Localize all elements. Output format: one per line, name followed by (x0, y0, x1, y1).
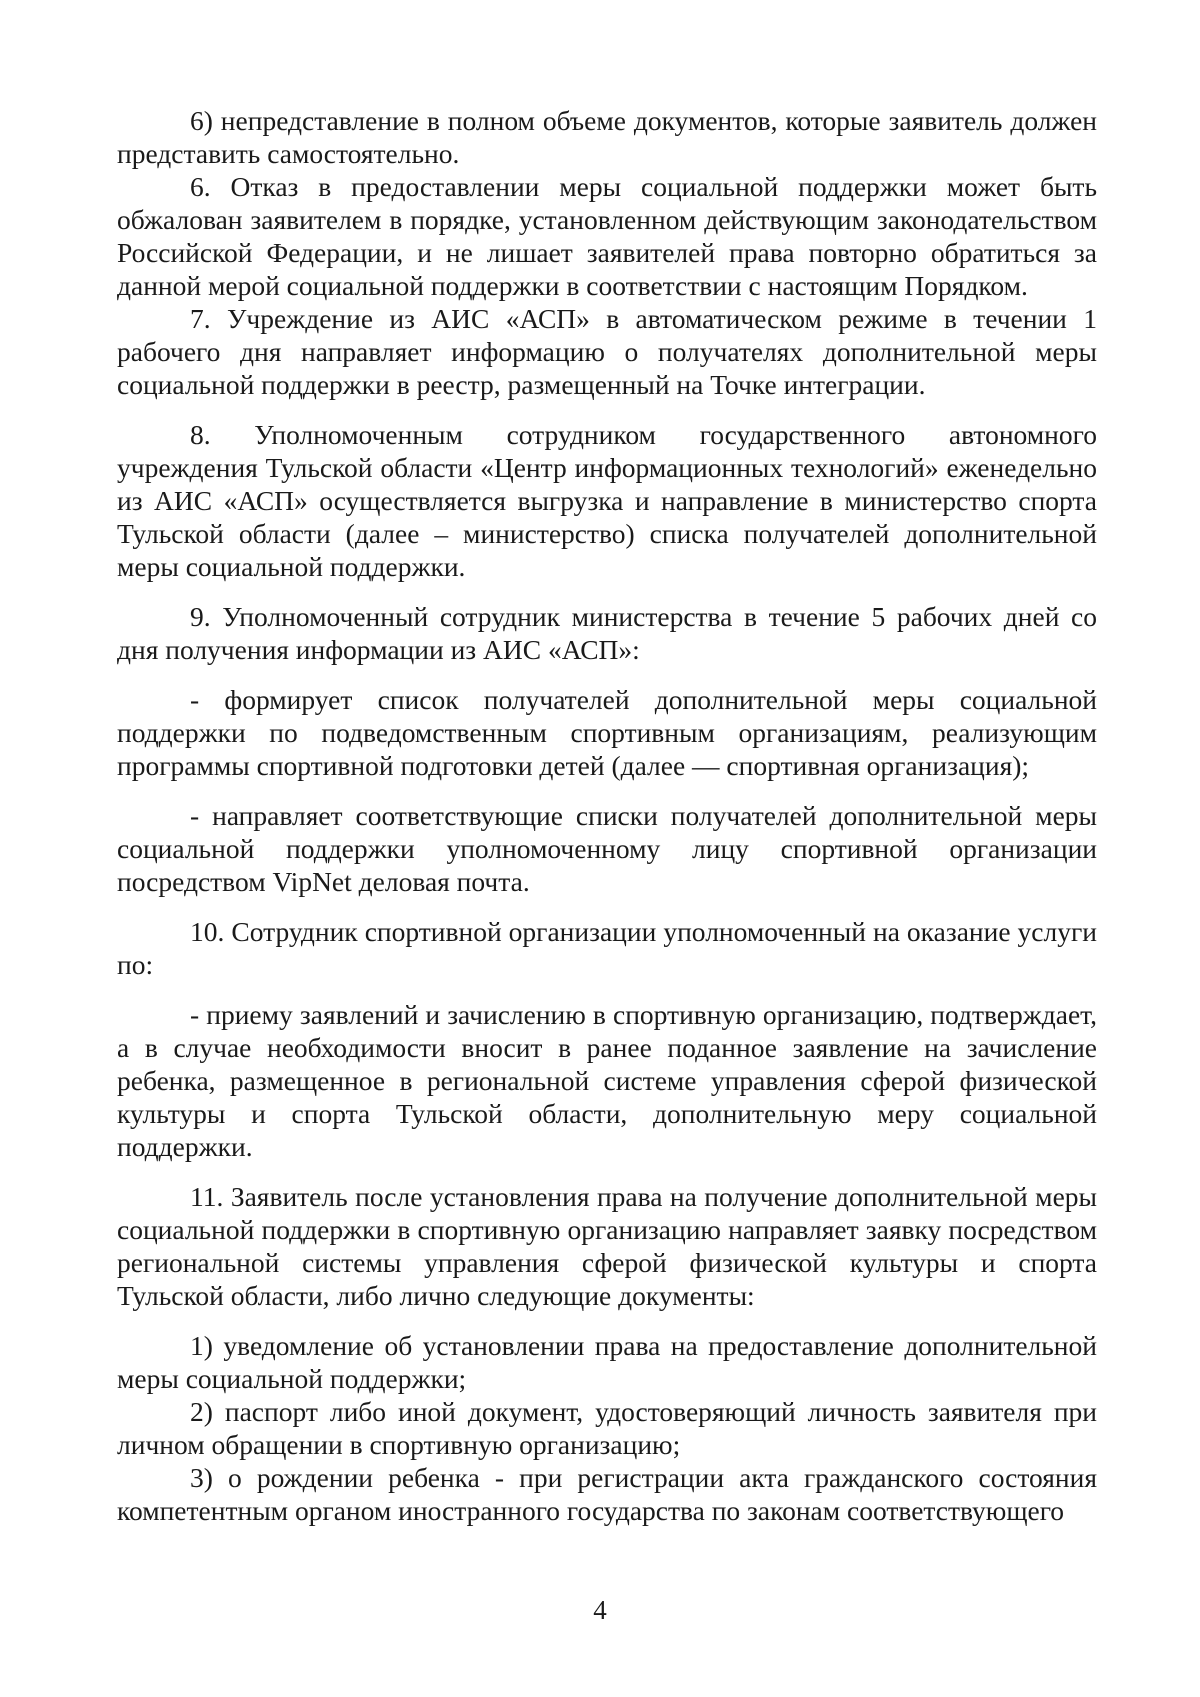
paragraph-clause-10-item-1: - приему заявлений и зачислению в спортивную организацию, подтверждает, а в случае необходимости вносит в ранее поданное заявление на зачисление ребенка, размещенное в региональной системе управления сферой физической культуры и спорта Тульской области, дополнительную меру социальной поддержки. (117, 999, 1097, 1162)
paragraph-clause-7: 7. Учреждение из АИС «АСП» в автоматическом режиме в течении 1 рабочего дня направляет информацию о получателях дополнительной меры социальной поддержки в реестр, размещенный на Точке интеграции. (117, 303, 1097, 400)
paragraph-clause-11-item-3: 3) о рождении ребенка - при регистрации акта гражданского состояния компетентным органом иностранного государства по законам соответствующего (117, 1462, 1097, 1526)
paragraph-clause-9-item-2: - направляет соответствующие списки получателей дополнительной меры социальной поддержки уполномоченному лицу спортивной организации посредством VipNet деловая почта. (117, 800, 1097, 897)
paragraph-clause-8: 8. Уполномоченным сотрудником государственного автономного учреждения Тульской области «Центр информационных технологий» еженедельно из АИС «АСП» осуществляется выгрузка и направление в министерство спорта Тульской области (далее – министерство) списка получателей дополнительной меры социальной поддержки. (117, 419, 1097, 582)
document-body (117, 104, 1097, 1527)
paragraph-item-6-sub: 6) непредставление в полном объеме документов, которые заявитель должен представить самостоятельно. (117, 105, 1097, 169)
paragraph-clause-11: 11. Заявитель после установления права на получение дополнительной меры социальной поддержки в спортивную организацию направляет заявку посредством региональной системы управления сферой физической культуры и спорта Тульской области, либо лично следующие документы: (117, 1181, 1097, 1311)
paragraph-clause-11-item-1: 1) уведомление об установлении права на предоставление дополнительной меры социальной поддержки; (117, 1330, 1097, 1394)
paragraph-clause-9: 9. Уполномоченный сотрудник министерства в течение 5 рабочих дней со дня получения информации из АИС «АСП»: (117, 601, 1097, 665)
paragraph-clause-10: 10. Сотрудник спортивной организации уполномоченный на оказание услуги по: (117, 916, 1097, 980)
paragraph-clause-9-item-1: - формирует список получателей дополнительной меры социальной поддержки по подведомственным спортивным организациям, реализующим программы спортивной подготовки детей (далее — спортивная организация); (117, 684, 1097, 781)
paragraph-clause-6: 6. Отказ в предоставлении меры социальной поддержки может быть обжалован заявителем в порядке, установленном действующим законодательством Российской Федерации, и не лишает заявителей права повторно обратиться за данной мерой социальной поддержки в соответствии с настоящим Порядком. (117, 171, 1097, 301)
page-number: 4 (593, 1595, 607, 1625)
paragraph-clause-11-item-2: 2) паспорт либо иной документ, удостоверяющий личность заявителя при личном обращении в спортивную организацию; (117, 1396, 1097, 1460)
